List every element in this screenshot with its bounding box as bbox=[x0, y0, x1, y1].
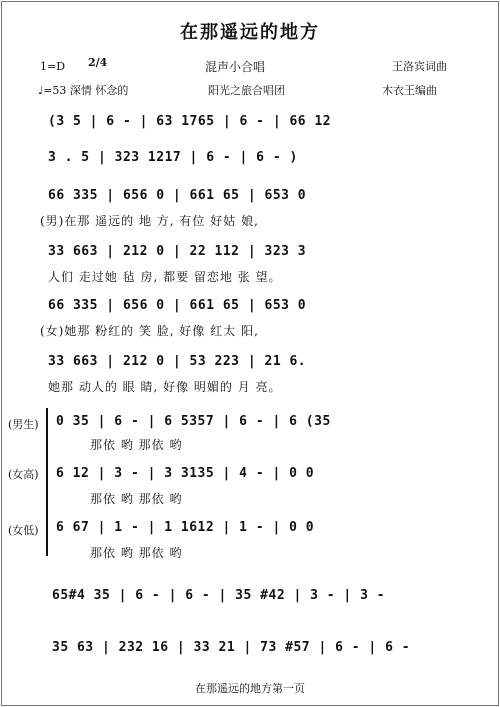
score-line: 6 67 | 1 - | 1 1612 | 1 - | 0 0 bbox=[56, 520, 315, 535]
score-line: 0 35 | 6 - | 6 5357 | 6 - | 6 (35 bbox=[56, 414, 331, 429]
lyric-line: 她那 动人的 眼 睛, 好像 明媚的 月 亮。 bbox=[48, 380, 282, 394]
lyric-line: (男)在那 遥远的 地 方, 有位 好姑 娘, bbox=[40, 214, 259, 228]
choir-name: 阳光之旅合唱团 bbox=[208, 84, 285, 97]
lyric-line: 那依 哟 那依 哟 bbox=[90, 546, 183, 560]
lyric-line: 那依 哟 那依 哟 bbox=[90, 438, 183, 452]
page-footer: 在那遥远的地方第一页 bbox=[195, 682, 305, 695]
score-line: 35 63 | 232 16 | 33 21 | 73 #57 | 6 - | 6 - bbox=[52, 640, 411, 655]
lyric-line: 那依 哟 那依 哟 bbox=[90, 492, 183, 506]
part-label-male: (男生) bbox=[8, 418, 39, 431]
chorus-brace bbox=[46, 408, 48, 556]
lyricist-credit: 王洛宾词曲 bbox=[392, 60, 447, 73]
ensemble-label: 混声小合唱 bbox=[205, 60, 266, 74]
score-line: 65#4 35 | 6 - | 6 - | 35 #42 | 3 - | 3 - bbox=[52, 588, 386, 603]
score-line: 66 335 | 656 0 | 661 65 | 653 0 bbox=[48, 298, 307, 313]
song-title: 在那遥远的地方 bbox=[180, 22, 320, 43]
score-line: 3 . 5 | 323 1217 | 6 - | 6 - ) bbox=[48, 150, 298, 165]
tempo-marking: ♩=53 深情 怀念的 bbox=[38, 84, 129, 97]
score-line: 33 663 | 212 0 | 22 112 | 323 3 bbox=[48, 244, 307, 259]
key-signature: 1=D bbox=[40, 60, 66, 73]
lyric-line: (女)她那 粉红的 笑 脸, 好像 红太 阳, bbox=[40, 324, 259, 338]
lyric-line: 人们 走过她 毡 房, 都要 留恋地 张 望。 bbox=[48, 270, 282, 284]
part-label-soprano: (女高) bbox=[8, 468, 39, 481]
score-line: 33 663 | 212 0 | 53 223 | 21 6. bbox=[48, 354, 307, 369]
score-line: 66 335 | 656 0 | 661 65 | 653 0 bbox=[48, 188, 307, 203]
time-signature: 2/4 bbox=[88, 56, 108, 69]
score-line: 6 12 | 3 - | 3 3135 | 4 - | 0 0 bbox=[56, 466, 315, 481]
score-line: (3 5 | 6 - | 63 1765 | 6 - | 66 12 bbox=[48, 114, 332, 129]
arranger-credit: 木衣王编曲 bbox=[382, 84, 437, 97]
part-label-alto: (女低) bbox=[8, 524, 39, 537]
